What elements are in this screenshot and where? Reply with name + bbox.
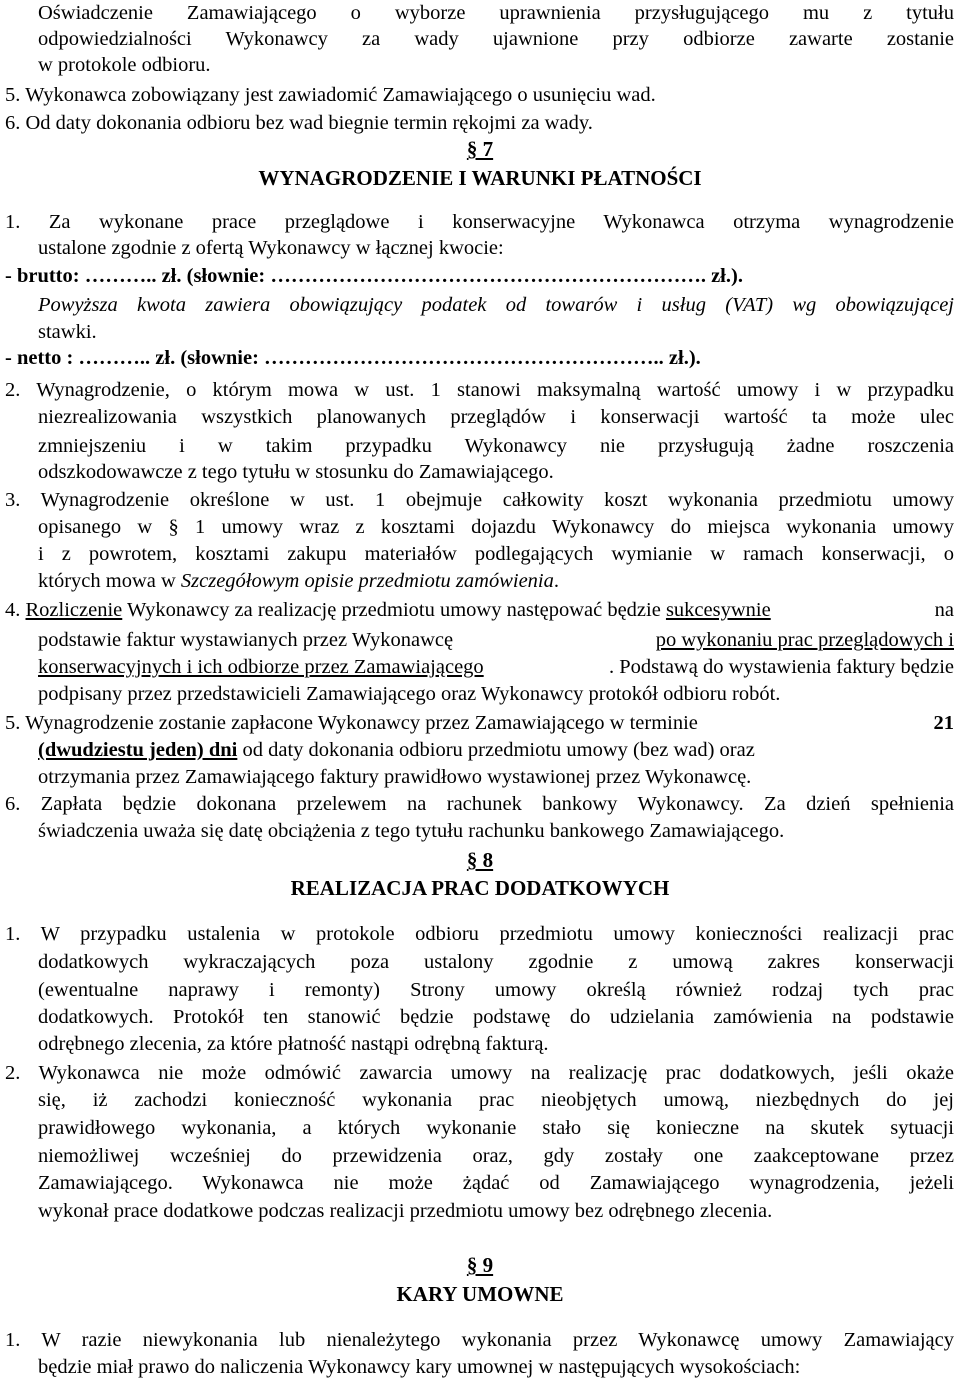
text-run: 5. Wynagrodzenie zostanie zapłacone Wykonawcy przez Zamawiającego w terminie <box>5 712 704 734</box>
paragraph-line: niemożliwej wcześniej do przewidzenia oraz, gdy zostały one zaakceptowane przez <box>38 1145 954 1167</box>
paragraph-line: i z powrotem, kosztami zakupu materiałów podlegających wymianie w ramach konserwacji, o <box>38 543 954 565</box>
list-item: 5. Wykonawca zobowiązany jest zawiadomić Zamawiającego o usunięciu wad. <box>5 84 656 106</box>
section-mark: § 7 <box>466 137 494 161</box>
paragraph-line <box>38 738 755 762</box>
list-item: 3. Wynagrodzenie określone w ust. 1 obejmuje całkowity koszt wykonania przedmiotu umowy <box>5 489 954 511</box>
paragraph-line: odpowiedzialności Wykonawcy za wady ujawnione przy odbiorze zawarte zostanie <box>38 28 954 50</box>
paragraph-line: (ewentualne naprawy i remonty) Strony umowy określą również rodzaj tych prac <box>38 979 954 1001</box>
list-item: 1. Za wykonane prace przeglądowe i konserwacyjne Wykonawca otrzyma wynagrodzenie <box>5 211 954 233</box>
paragraph-line: Oświadczenie Zamawiającego o wyborze uprawnienia przysługującego mu z tytułu <box>38 2 954 24</box>
underlined-term: po wykonaniu prac przeglądowych i <box>655 629 954 651</box>
italic-reference: Szczegółowym opisie przedmiotu zamówienia <box>180 570 554 592</box>
underlined-term: Rozliczenie <box>25 599 123 621</box>
text-run: 4. Rozliczenie Wykonawcy za realizację przedmiotu umowy następować będzie sukcesywnie <box>5 599 771 621</box>
section-number <box>0 1253 960 1277</box>
paragraph-line: dodatkowych. Protokół ten stanowić będzie podstawę do udzielania zamówienia na podstawie <box>38 1006 954 1028</box>
paragraph-line: odszkodowawcze z tego tytułu w stosunku do Zamawiającego. <box>38 461 554 483</box>
gross-amount-line: - brutto: ……….. zł. (słownie: ………………………………………………………. zł.). <box>5 265 743 287</box>
list-item: 1. W razie niewykonania lub nienależytego wykonania przez Wykonawcę umowy Zamawiający <box>5 1329 954 1351</box>
paragraph-line <box>38 628 954 652</box>
paragraph-line: w protokole odbioru. <box>38 54 211 76</box>
underlined-term: sukcesywnie <box>665 599 771 621</box>
paragraph-line: Zamawiającego. Wykonawca nie może żądać od Zamawiającego wynagrodzenia, jeżeli <box>38 1172 954 1194</box>
paragraph-line: odrębnego zlecenia, za które płatność nastąpi odrębną fakturą. <box>38 1033 549 1055</box>
days-term: (dwudziestu jeden) dni <box>38 739 238 761</box>
section-mark: § 8 <box>466 848 494 872</box>
text-run: . Podstawą do wystawienia faktury będzie <box>609 656 954 678</box>
paragraph-line: ustalone zgodnie z ofertą Wykonawcy w łącznej kwocie: <box>38 237 504 259</box>
paragraph-line: dodatkowych wykraczających poza ustalony zgodnie z umową zakres konserwacji <box>38 951 954 973</box>
paragraph-line: świadczenia uważa się datę obciążenia z tego tytułu rachunku bankowego Zamawiającego. <box>38 820 785 842</box>
paragraph-line: stawki. <box>38 321 97 343</box>
paragraph-line: wykonał prace dodatkowe podczas realizacji przedmiotu umowy bez odrębnego zlecenia. <box>38 1200 773 1222</box>
text-run: podstawie faktur wystawianych przez Wykonawcę <box>38 629 459 651</box>
paragraph-line: prawidłowego wykonania, a których wykonanie stało się konieczne na skutek sytuacji <box>38 1117 954 1139</box>
list-item: 6. Od daty dokonania odbioru bez wad biegnie termin rękojmi za wady. <box>5 112 593 134</box>
underlined-term: konserwacyjnych i ich odbiorze przez Zamawiającego <box>38 656 484 678</box>
list-item <box>5 598 954 622</box>
paragraph-line: opisanego w § 1 umowy wraz z kosztami dojazdu Wykonawcy do miejsca wykonania umowy <box>38 516 954 538</box>
list-item: 2. Wykonawca nie może odmówić zawarcia umowy na realizację prac dodatkowych, jeśli okaże <box>5 1062 954 1084</box>
net-amount-line: - netto : ……….. zł. (słownie: ………………………………………………….. zł.). <box>5 347 701 369</box>
section-number <box>0 848 960 872</box>
paragraph-line <box>38 569 559 593</box>
text-run: których mowa w <box>38 570 181 592</box>
section-heading: REALIZACJA PRAC DODATKOWYCH <box>290 876 670 900</box>
paragraph-line: niezrealizowania wszystkich planowanych przeglądów i konserwacji wartość ta może ulec <box>38 406 954 428</box>
paragraph-line: się, iż zachodzi konieczność wykonania prac nieobjętych umową, niezbędnych do jej <box>38 1089 954 1111</box>
period: . <box>553 570 559 592</box>
text-run: na <box>929 599 954 621</box>
list-item: 1. W przypadku ustalenia w protokole odbioru przedmiotu umowy konieczności realizacji prac <box>5 923 954 945</box>
section-mark: § 9 <box>466 1253 494 1277</box>
section-number <box>0 137 960 161</box>
section-heading: KARY UMOWNE <box>396 1282 564 1306</box>
section-heading: WYNAGRODZENIE I WARUNKI PŁATNOŚCI <box>258 166 702 190</box>
days-number: 21 <box>933 712 954 734</box>
list-item: 2. Wynagrodzenie, o którym mowa w ust. 1 stanowi maksymalną wartość umowy i w przypadku <box>5 379 954 401</box>
paragraph-line: podpisany przez przedstawicieli Zamawiającego oraz Wykonawcy protokół odbioru robót. <box>38 683 781 705</box>
list-item <box>5 711 954 735</box>
vat-note: Powyższa kwota zawiera obowiązujący podatek od towarów i usług (VAT) wg obowiązującej <box>38 294 954 316</box>
paragraph-line: będzie miał prawo do naliczenia Wykonawcy kary umownej w następujących wysokościach: <box>38 1356 801 1378</box>
list-item: 6. Zapłata będzie dokonana przelewem na rachunek bankowy Wykonawcy. Za dzień spełnienia <box>5 793 954 815</box>
text-run: od daty dokonania odbioru przedmiotu umowy (bez wad) oraz <box>237 739 755 761</box>
paragraph-line: otrzymania przez Zamawiającego faktury prawidłowo wystawionej przez Wykonawcę. <box>38 766 752 788</box>
paragraph-line <box>38 655 954 679</box>
paragraph-line: zmniejszeniu i w takim przypadku Wykonawcy nie przysługują żadne roszczenia <box>38 435 954 457</box>
